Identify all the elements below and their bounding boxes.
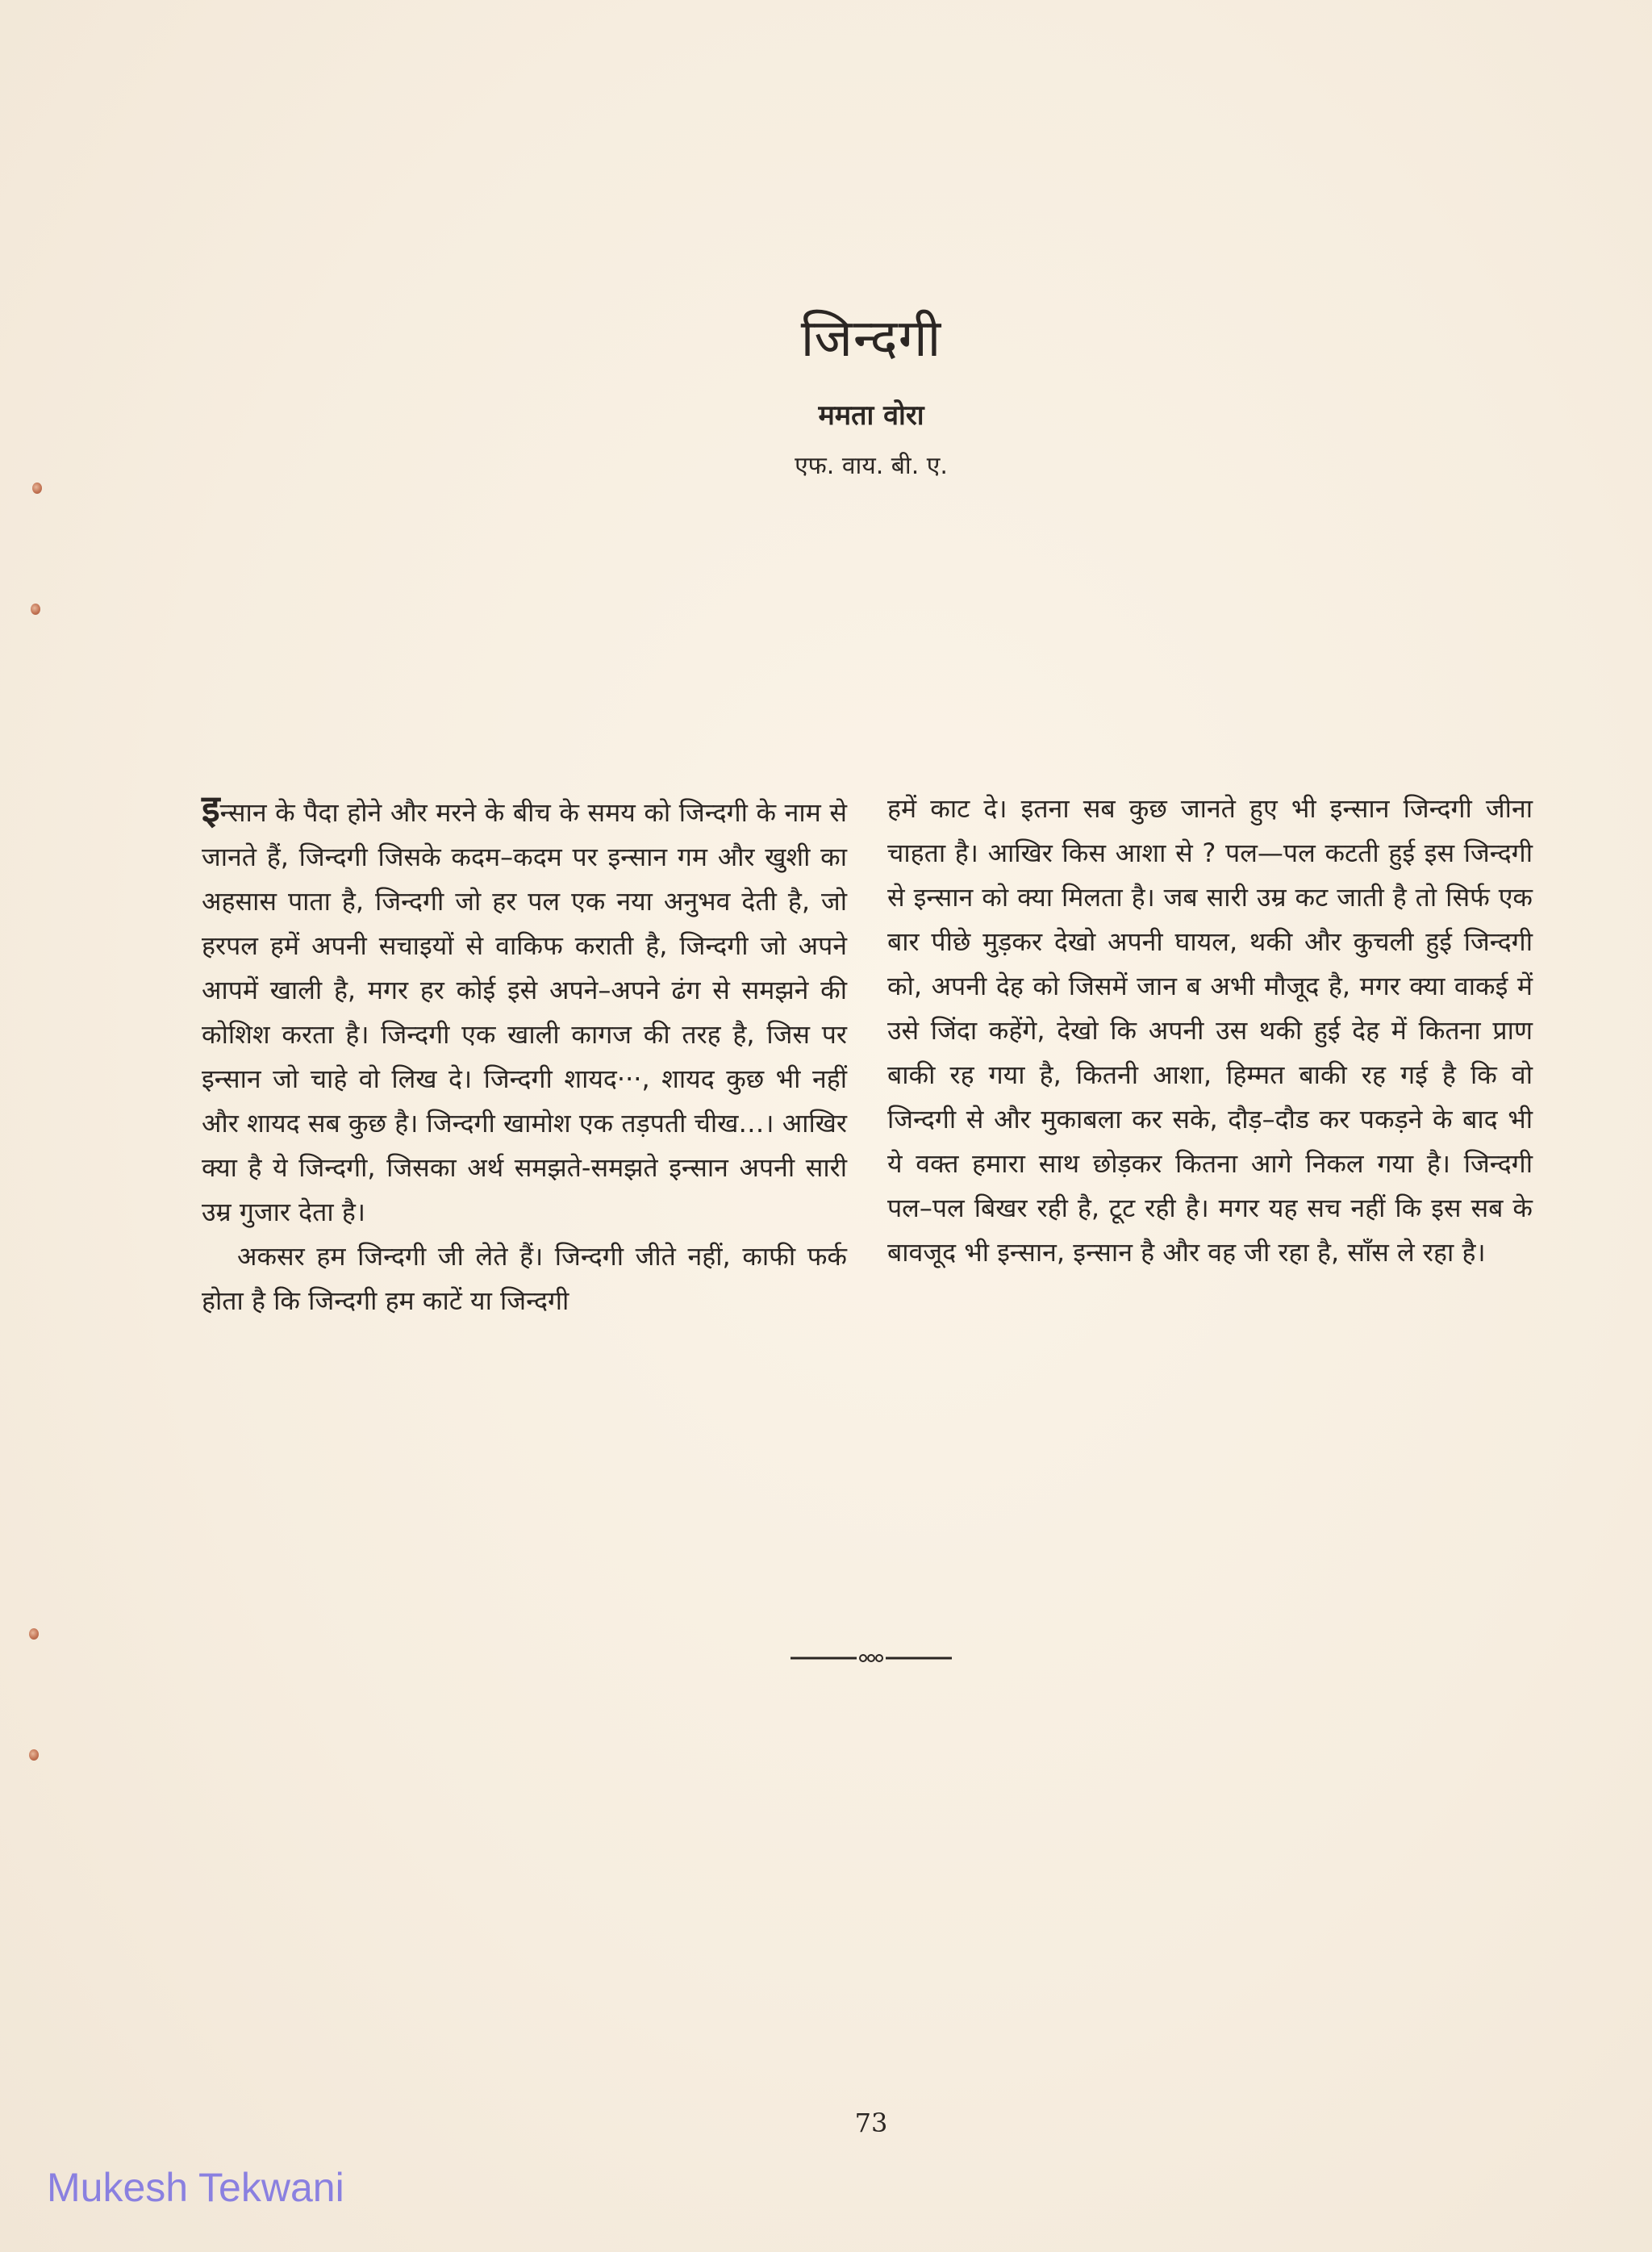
binder-hole-mark <box>29 1749 39 1761</box>
drop-cap: इ <box>202 787 220 830</box>
binder-hole-mark <box>31 604 40 615</box>
author-class: एफ. वाय. बी. ए. <box>795 452 948 480</box>
author-name: ममता वोरा <box>818 399 924 432</box>
page-number: 73 <box>854 2108 888 2138</box>
left-column <box>202 787 847 1323</box>
watermark-text: Mukesh Tekwani <box>47 2165 344 2210</box>
left-paragraph-1-text: न्सान के पैदा होने और मरने के बीच के समय को जिन्दगी के नाम से जानते हैं, जिन्दगी जिसके कदम–कदम पर इन्सान गम और खुशी का अहसास पाता है, जिन्दगी जो हर पल एक नया अनुभव देती है, जो हरपल हमें अपनी सचाइयों से वाकिफ कराती है, जिन्दगी जो अपने आपमें खाली है, मगर हर कोई इसे अपने–अपने ढंग से समझने की कोशिश करता है। जिन्दगी एक खाली कागज की तरह है, जिस पर इन्सान जो चाहे वो लिख दे। जिन्दगी शायद···, शायद कुछ भी नहीं और शायद सब कुछ है। जिन्दगी खामोश एक तड़पती चीख…। आखिर क्या है ये जिन्दगी, जिसका अर्थ समझते-समझते इन्सान अपनी सारी उम्र गुजार देता है। <box>202 797 847 1227</box>
article-title: जिन्दगी <box>800 308 942 369</box>
left-paragraph-2: अकसर हम जिन्दगी जी लेते हैं। जिन्दगी जीते नहीं, काफी फर्क होता है कि जिन्दगी हम काटें या जिन्दगी <box>202 1241 847 1316</box>
right-column <box>887 787 1533 1275</box>
left-paragraph-1 <box>202 787 847 1235</box>
binder-hole-mark <box>29 1628 39 1640</box>
binder-hole-mark <box>32 483 42 494</box>
right-paragraph-1: हमें काट दे। इतना सब कुछ जानते हुए भी इन्सान जिन्दगी जीना चाहता है। आखिर किस आशा से ? पल—पल कटती हुई इस जिन्दगी से इन्सान को क्या मिलता है। जब सारी उम्र कट जाती है तो सिर्फ एक बार पीछे मुड़कर देखो अपनी घायल, थकी और कुचली हुई जिन्दगी को, अपनी देह को जिसमें जान ब अभी मौजूद है, मगर क्या वाकई में उसे जिंदा कहेंगे, देखो कि अपनी उस थकी हुई देह में कितना प्राण बाकी रह गया है, कितनी आशा, हिम्मत बाकी रह गई है कि वो जिन्दगी से और मुकाबला कर सके, दौड़–दौड कर पकड़ने के बाद भी ये वक्त हमारा साथ छोड़कर कितना आगे निकल गया है। जिन्दगी पल–पल बिखर रही है, टूट रही है। मगर यह सच नहीं कि इस सब के बावजूद भी इन्सान, इन्सान है और वह जी रहा है, साँस ले रहा है। <box>887 793 1533 1268</box>
section-divider-ornament <box>791 1646 952 1670</box>
